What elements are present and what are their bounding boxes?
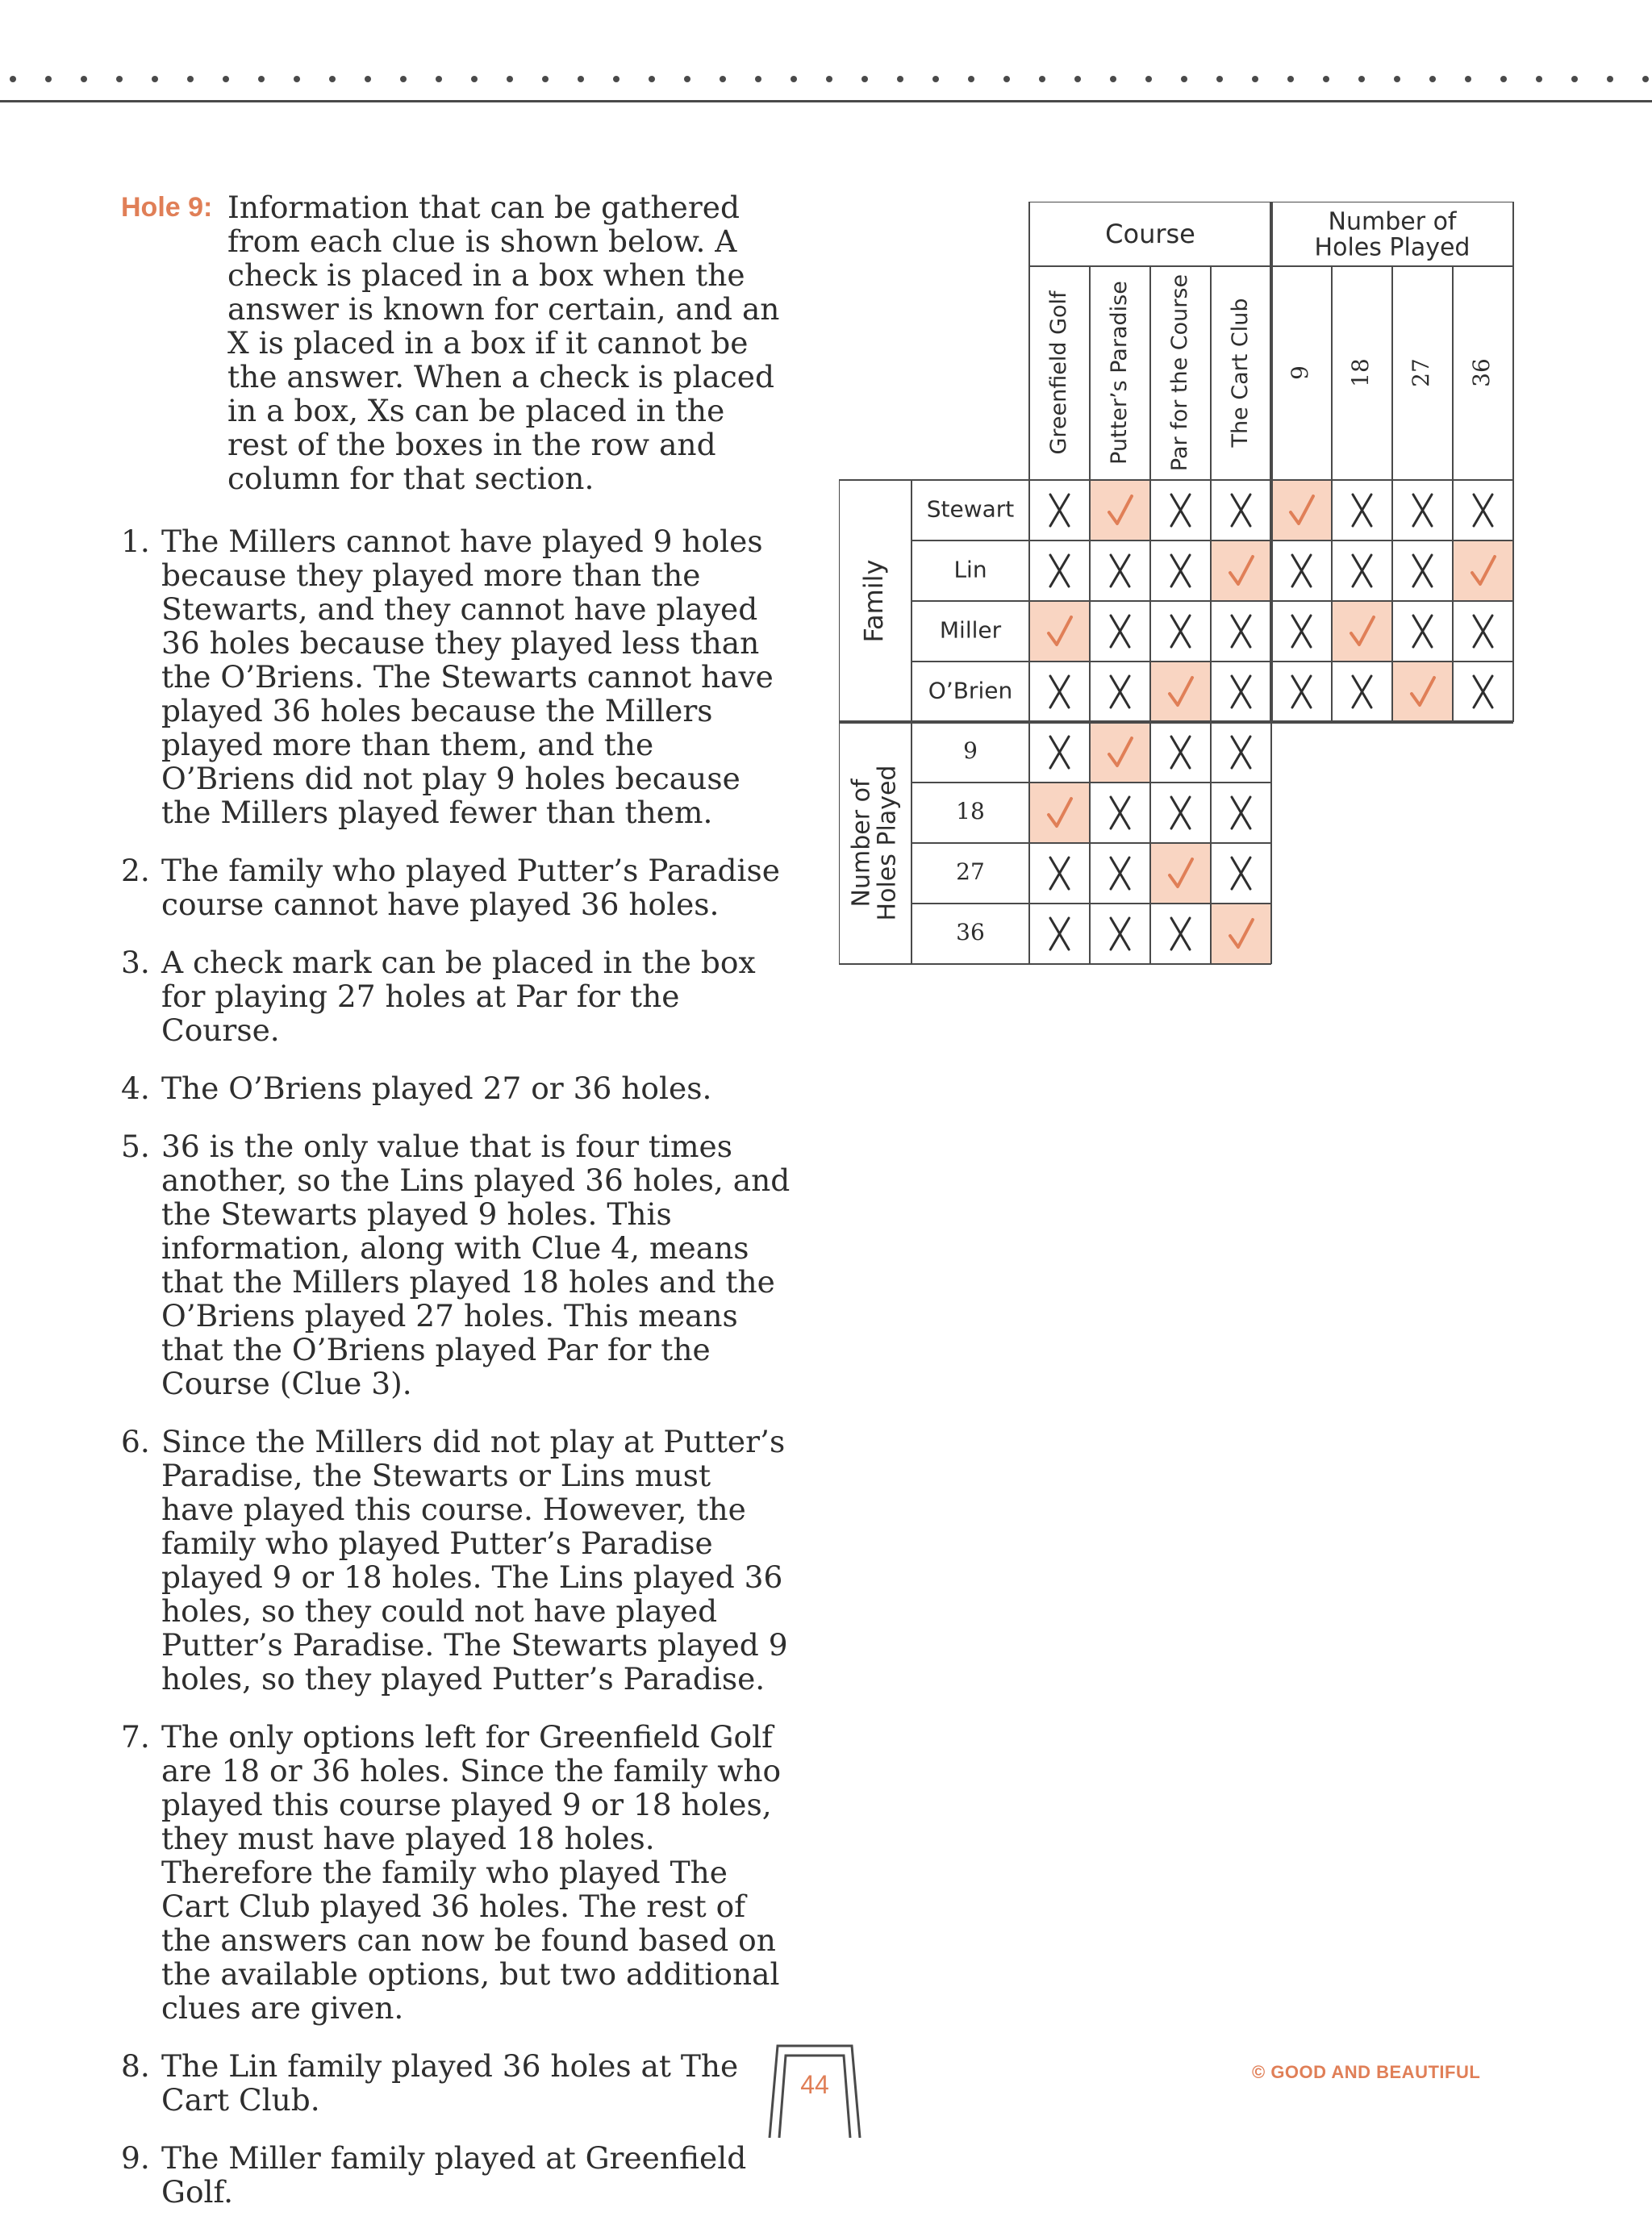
border-dot bbox=[152, 76, 158, 82]
x-mark-icon bbox=[1474, 495, 1492, 526]
x-mark-icon bbox=[1111, 797, 1129, 829]
check-cell-highlight bbox=[1150, 662, 1211, 722]
holes-column-label: 18 bbox=[1347, 358, 1374, 387]
x-mark-icon bbox=[1353, 676, 1371, 707]
clue-number: 2. bbox=[121, 853, 150, 888]
check-cell-highlight bbox=[1150, 843, 1211, 904]
border-dot bbox=[1287, 76, 1294, 82]
x-mark-icon bbox=[1232, 495, 1250, 526]
border-dot bbox=[897, 76, 903, 82]
check-cell-highlight bbox=[1090, 722, 1150, 783]
family-row-label: Lin bbox=[953, 556, 987, 583]
x-mark-icon bbox=[1232, 616, 1250, 647]
clue-text: The family who played Putter’s Paradise course cannot have played 36 holes. bbox=[161, 853, 780, 922]
clue-number: 3. bbox=[121, 945, 150, 980]
x-mark-icon bbox=[1413, 495, 1432, 526]
border-dot bbox=[1394, 76, 1400, 82]
border-dot bbox=[1074, 76, 1081, 82]
clue-text: The Millers cannot have played 9 holes because they played more than the Stewarts, and they cannot have played 36 holes because they played less than the O’Briens. The Stewarts cannot have played 36 holes because the Millers played more than them, and the O’Briens did not play 9 holes because the Millers played fewer than them. bbox=[161, 524, 774, 830]
clue-text: 36 is the only value that is four times another, so the Lins played 36 holes, and the Stewarts played 9 holes. This information, along with Clue 4, means that the Millers played 18 holes and the O’Briens played 27 holes. This means that the O’Briens played Par for the Course (Clue 3). bbox=[161, 1129, 791, 1401]
course-column-label: The Cart Club bbox=[1228, 298, 1253, 448]
border-dot bbox=[365, 76, 371, 82]
clue-item bbox=[121, 1071, 791, 1105]
check-cell-highlight bbox=[1271, 480, 1332, 541]
x-mark-icon bbox=[1050, 555, 1069, 586]
x-mark-icon bbox=[1474, 616, 1492, 647]
check-cell-highlight bbox=[1392, 662, 1453, 722]
hole-label: Hole 9: bbox=[121, 192, 213, 223]
border-dot bbox=[471, 76, 478, 82]
x-mark-icon bbox=[1292, 555, 1311, 586]
border-dot bbox=[1110, 76, 1116, 82]
clue-number: 5. bbox=[121, 1129, 150, 1164]
x-mark-icon bbox=[1474, 676, 1492, 707]
clue-number: 6. bbox=[121, 1424, 150, 1459]
logic-grid bbox=[839, 202, 1525, 968]
border-dot bbox=[187, 76, 194, 82]
border-dot bbox=[755, 76, 761, 82]
clue-text: A check mark can be placed in the box for playing 27 holes at Par for the Course. bbox=[161, 945, 756, 1048]
clue-item bbox=[121, 524, 791, 829]
check-cell-highlight bbox=[1211, 541, 1271, 601]
border-dot bbox=[1642, 76, 1649, 82]
clue-text: The Miller family played at Greenfield Golf. bbox=[161, 2140, 747, 2210]
border-dot bbox=[1181, 76, 1187, 82]
border-dot bbox=[826, 76, 832, 82]
border-dot bbox=[578, 76, 584, 82]
course-column-label: Putter’s Paradise bbox=[1107, 281, 1132, 465]
x-mark-icon bbox=[1111, 555, 1129, 586]
clue-number: 8. bbox=[121, 2048, 150, 2084]
border-dot bbox=[861, 76, 868, 82]
check-cell-highlight bbox=[1453, 541, 1513, 601]
border-dot bbox=[1500, 76, 1507, 82]
border-dot bbox=[1536, 76, 1542, 82]
x-mark-icon bbox=[1232, 858, 1250, 889]
clue-number: 4. bbox=[121, 1071, 150, 1106]
border-dot bbox=[1323, 76, 1329, 82]
border-dot bbox=[258, 76, 265, 82]
x-mark-icon bbox=[1171, 616, 1190, 647]
clue-text: The only options left for Greenfield Golf are 18 or 36 holes. Since the family who played this course played 9 or 18 holes, they must have played 18 holes. Therefore the family who played The Cart Club played 36 holes. The rest of the answers can now be found based on the available options, but two additional clues are given. bbox=[161, 1719, 782, 2026]
border-dot bbox=[542, 76, 549, 82]
holes-section-label: Holes Played bbox=[873, 765, 902, 921]
clue-item bbox=[121, 2049, 791, 2117]
copyright-text: © GOOD AND BEAUTIFUL bbox=[1252, 2062, 1481, 2082]
x-mark-icon bbox=[1292, 676, 1311, 707]
border-dot bbox=[294, 76, 300, 82]
check-cell-highlight bbox=[1211, 904, 1271, 964]
border-dot bbox=[684, 76, 690, 82]
border-dot bbox=[400, 76, 407, 82]
logic-grid-svg bbox=[839, 202, 1525, 968]
clue-item bbox=[121, 2141, 791, 2209]
x-mark-icon bbox=[1171, 495, 1190, 526]
border-dot bbox=[1465, 76, 1471, 82]
border-dot bbox=[1145, 76, 1152, 82]
holes-column-label: 9 bbox=[1287, 365, 1313, 380]
border-dot bbox=[436, 76, 442, 82]
check-cell-highlight bbox=[1029, 783, 1090, 843]
dotted-border-decoration bbox=[0, 68, 1652, 87]
family-row-label: Miller bbox=[939, 616, 1002, 644]
course-column-label: Greenfield Golf bbox=[1046, 290, 1071, 455]
holes-column-label: 27 bbox=[1408, 358, 1434, 387]
x-mark-icon bbox=[1171, 737, 1190, 768]
holes-column-label: 36 bbox=[1468, 358, 1495, 387]
course-column-label: Par for the Course bbox=[1167, 273, 1192, 472]
x-mark-icon bbox=[1353, 555, 1371, 586]
x-mark-icon bbox=[1050, 737, 1069, 768]
clue-item bbox=[121, 1720, 791, 2025]
border-dot bbox=[507, 76, 513, 82]
check-cell-highlight bbox=[1332, 601, 1392, 662]
border-dot bbox=[1429, 76, 1436, 82]
check-cell-highlight bbox=[1029, 601, 1090, 662]
intro-paragraph bbox=[121, 190, 791, 495]
clue-number: 9. bbox=[121, 2140, 150, 2176]
clue-text: The O’Briens played 27 or 36 holes. bbox=[161, 1071, 712, 1106]
clue-item bbox=[121, 1425, 791, 1696]
x-mark-icon bbox=[1413, 616, 1432, 647]
x-mark-icon bbox=[1171, 918, 1190, 950]
border-dot bbox=[1358, 76, 1365, 82]
x-mark-icon bbox=[1171, 797, 1190, 829]
border-dot bbox=[1003, 76, 1010, 82]
border-dot bbox=[1571, 76, 1578, 82]
x-mark-icon bbox=[1111, 676, 1129, 707]
border-dot bbox=[223, 76, 229, 82]
clue-item bbox=[121, 945, 791, 1047]
border-dot bbox=[932, 76, 939, 82]
holes-header: Number of bbox=[1328, 207, 1457, 236]
border-dot bbox=[45, 76, 52, 82]
x-mark-icon bbox=[1111, 918, 1129, 950]
check-cell-highlight bbox=[1090, 480, 1150, 541]
course-header: Course bbox=[1105, 219, 1195, 249]
holes-row-label: 27 bbox=[956, 858, 985, 885]
clue-number: 1. bbox=[121, 524, 150, 559]
x-mark-icon bbox=[1050, 495, 1069, 526]
x-mark-icon bbox=[1050, 858, 1069, 889]
border-dot bbox=[10, 76, 16, 82]
border-dot bbox=[1216, 76, 1223, 82]
x-mark-icon bbox=[1111, 616, 1129, 647]
x-mark-icon bbox=[1171, 555, 1190, 586]
border-dot bbox=[1607, 76, 1613, 82]
holes-row-label: 9 bbox=[963, 737, 978, 764]
holes-header: Holes Played bbox=[1314, 233, 1471, 262]
family-row-label: Stewart bbox=[926, 495, 1015, 523]
border-dot bbox=[116, 76, 123, 82]
clue-item bbox=[121, 1129, 791, 1400]
border-dot bbox=[1252, 76, 1258, 82]
clue-list bbox=[121, 524, 791, 2209]
holes-row-label: 36 bbox=[956, 919, 985, 945]
border-dot bbox=[720, 76, 726, 82]
border-dot bbox=[649, 76, 655, 82]
intro-text: Information that can be gathered from each clue is shown below. A check is placed in a box when the answer is known for certain, and an X is placed in a box if it cannot be the answer. When a check is placed in a box, Xs can be placed in the rest of the boxes in the row and column for that section. bbox=[227, 190, 780, 496]
x-mark-icon bbox=[1050, 918, 1069, 950]
x-mark-icon bbox=[1111, 858, 1129, 889]
header-rule bbox=[0, 100, 1652, 102]
x-mark-icon bbox=[1232, 737, 1250, 768]
x-mark-icon bbox=[1353, 495, 1371, 526]
clue-text: Since the Millers did not play at Putter’s Paradise, the Stewarts or Lins must have played this course. However, the family who played Putter’s Paradise played 9 or 18 holes. The Lins played 36 holes, so they could not have played Putter’s Paradise. The Stewarts played 9 holes, so they played Putter’s Paradise. bbox=[161, 1424, 788, 1697]
solution-text bbox=[121, 190, 791, 2233]
x-mark-icon bbox=[1292, 616, 1311, 647]
clue-item bbox=[121, 854, 791, 921]
clue-text: The Lin family played 36 holes at The Cart Club. bbox=[161, 2048, 739, 2118]
family-row-label: O’Brien bbox=[928, 677, 1013, 704]
border-dot bbox=[81, 76, 87, 82]
border-dot bbox=[968, 76, 974, 82]
page-number: 44 bbox=[800, 2070, 829, 2099]
x-mark-icon bbox=[1232, 676, 1250, 707]
x-mark-icon bbox=[1050, 676, 1069, 707]
holes-row-label: 18 bbox=[956, 798, 985, 824]
x-mark-icon bbox=[1413, 555, 1432, 586]
x-mark-icon bbox=[1232, 797, 1250, 829]
clue-number: 7. bbox=[121, 1719, 150, 1755]
family-section-label: Family bbox=[858, 559, 889, 643]
border-dot bbox=[329, 76, 336, 82]
border-dot bbox=[613, 76, 620, 82]
border-dot bbox=[1039, 76, 1045, 82]
holes-section-label: Number of bbox=[847, 778, 876, 908]
border-dot bbox=[791, 76, 797, 82]
